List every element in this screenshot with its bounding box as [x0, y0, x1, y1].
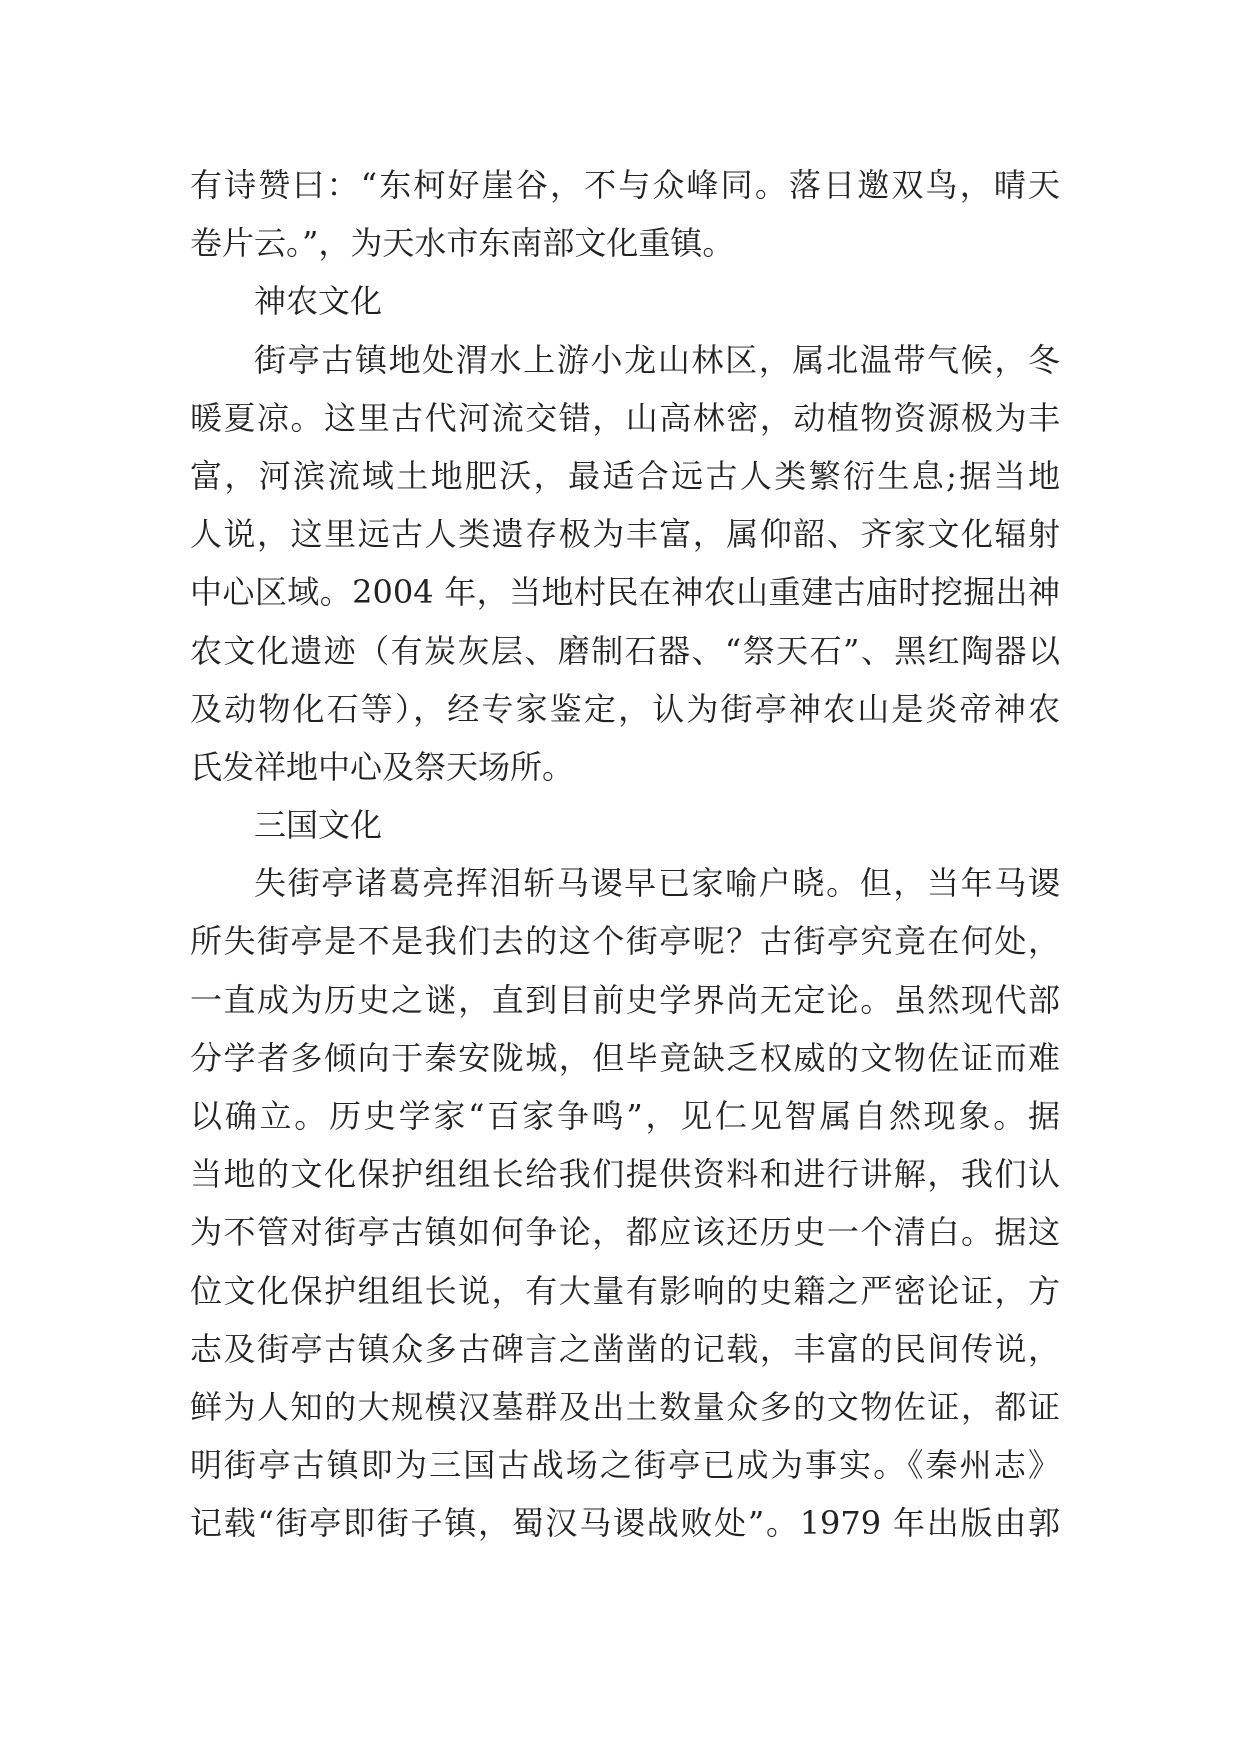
- text-line: 卷片云。”，为天水市东南部文化重镇。: [190, 224, 735, 263]
- text-line: 有诗赞曰：“东柯好崖谷，不与众峰同。落日邀双鸟，晴天: [190, 166, 1060, 204]
- text-line: 氏发祥地中心及祭天场所。: [190, 747, 575, 786]
- text-line: 所失街亭是不是我们去的这个街亭呢？古街亭究竟在何处，: [190, 922, 1060, 961]
- text-line: 暖夏凉。这里古代河流交错，山高林密，动植物资源极为丰: [190, 398, 1060, 437]
- text-line: 失街亭诸葛亮挥泪斩马谡早已家喻户晓。但，当年马谡: [254, 864, 1060, 903]
- text-line: 街亭古镇地处渭水上游小龙山林区，属北温带气候，冬: [254, 340, 1060, 379]
- text-line: 一直成为历史之谜，直到目前史学界尚无定论。虽然现代部: [190, 980, 1060, 1019]
- text-line: 记载“街亭即街子镇，蜀汉马谡战败处”。1979 年出版由郭: [190, 1504, 1060, 1543]
- text-line: 及动物化石等），经专家鉴定，认为街亭神农山是炎帝神农: [190, 689, 1060, 728]
- text-line: 人说，这里远古人类遗存极为丰富，属仰韶、齐家文化辐射: [190, 515, 1060, 554]
- text-line: 以确立。历史学家“百家争鸣”，见仁见智属自然现象。据: [190, 1097, 1060, 1135]
- text-line: 中心区域。2004 年，当地村民在神农山重建古庙时挖掘出神: [190, 573, 1060, 612]
- text-line: 鲜为人知的大规模汉墓群及出土数量众多的文物佐证，都证: [190, 1387, 1060, 1426]
- text-line: 当地的文化保护组组长给我们提供资料和进行讲解，我们认: [190, 1155, 1060, 1194]
- text-line: 为不管对街亭古镇如何争论，都应该还历史一个清白。据这: [190, 1213, 1060, 1252]
- section-heading-three-kingdoms: 三国文化: [254, 806, 383, 845]
- text-line: 志及街亭古镇众多古碑言之凿凿的记载，丰富的民间传说，: [190, 1329, 1060, 1368]
- text-line: 富，河滨流域土地肥沃，最适合远古人类繁衍生息;据当地: [190, 456, 1060, 495]
- document-body: [190, 156, 1060, 1553]
- text-line: 明街亭古镇即为三国古战场之街亭已成为事实。《秦州志》: [190, 1446, 1060, 1485]
- text-line: 分学者多倾向于秦安陇城，但毕竟缺乏权威的文物佐证而难: [190, 1038, 1060, 1077]
- text-line: 农文化遗迹（有炭灰层、磨制石器、“祭天石”、黑红陶器以: [190, 631, 1060, 670]
- section-heading-shennong: 神农文化: [254, 282, 383, 321]
- text-line: 位文化保护组组长说，有大量有影响的史籍之严密论证，方: [190, 1271, 1060, 1310]
